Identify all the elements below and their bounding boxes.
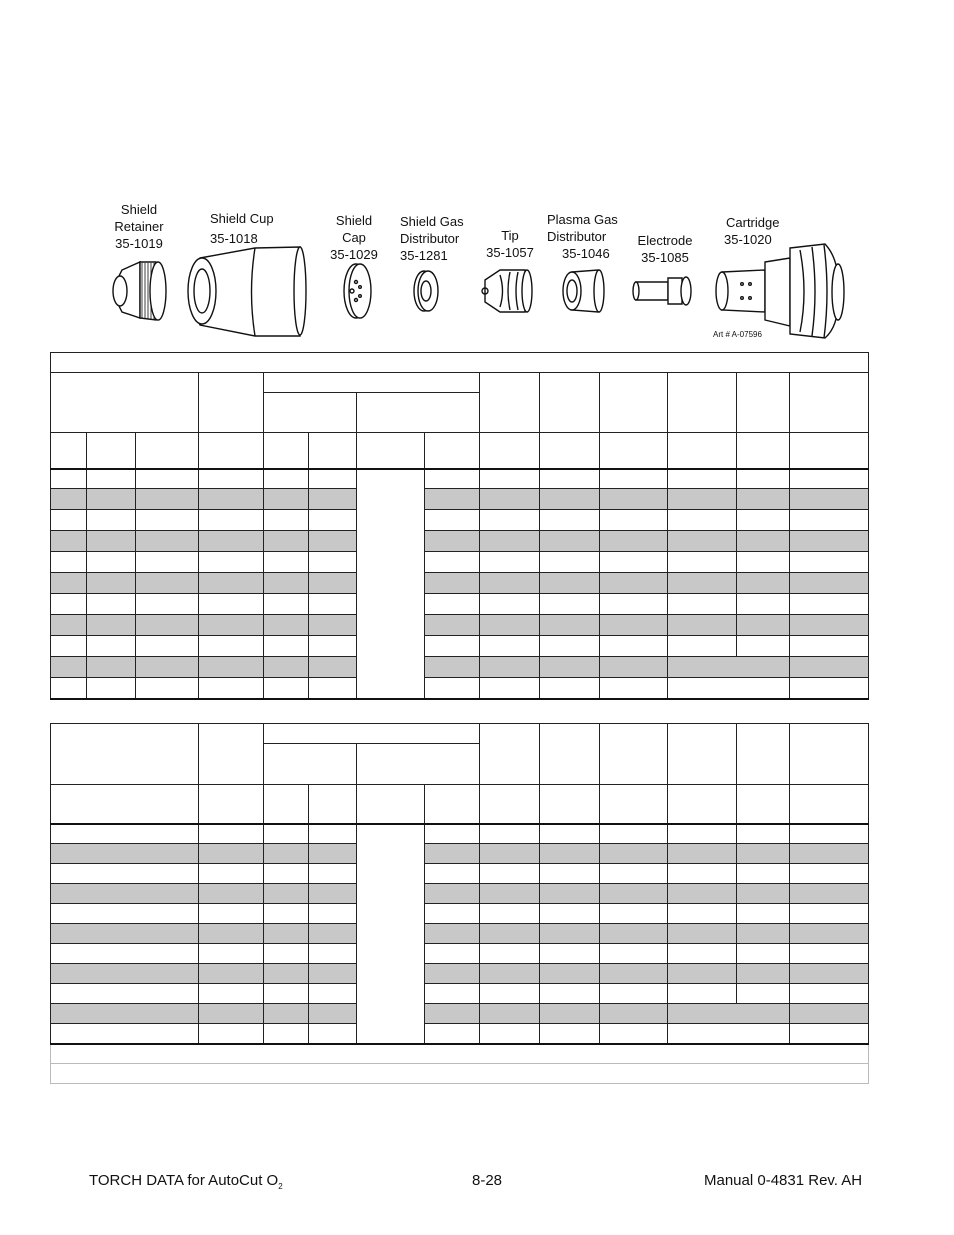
table-row bbox=[51, 864, 869, 884]
label-line: 35-1281 bbox=[400, 248, 448, 263]
footer-title: TORCH DATA for AutoCut O bbox=[89, 1172, 279, 1189]
table-header-row bbox=[51, 373, 869, 393]
cut-chart-table-2 bbox=[50, 723, 869, 1084]
table-header-row bbox=[51, 724, 869, 744]
cut-chart-table-1 bbox=[50, 352, 869, 700]
table-row bbox=[51, 469, 869, 489]
tip-drawing bbox=[482, 270, 532, 312]
table-row bbox=[51, 944, 869, 964]
table-row bbox=[51, 552, 869, 573]
label-line: Shield bbox=[120, 202, 158, 217]
page-number: 8-28 bbox=[472, 1172, 503, 1189]
table-row bbox=[51, 1004, 869, 1024]
shield-gas-distributor-drawing bbox=[414, 271, 438, 311]
cartridge-drawing bbox=[716, 244, 844, 338]
footer-subscript: 2 bbox=[278, 1182, 283, 1191]
label-line: 35-1018 bbox=[210, 231, 258, 246]
table-row bbox=[51, 657, 869, 678]
table-header-row bbox=[51, 433, 869, 469]
label-line: 35-1046 bbox=[562, 246, 610, 261]
label-line: Shield Gas bbox=[400, 214, 464, 229]
label-line: Retainer bbox=[114, 219, 164, 234]
table-row bbox=[51, 884, 869, 904]
plasma-gas-distributor-drawing bbox=[563, 270, 604, 312]
label-line: Cap bbox=[342, 230, 366, 245]
table-header-row bbox=[51, 785, 869, 824]
table-row bbox=[51, 636, 869, 657]
table-row bbox=[51, 964, 869, 984]
shield-retainer-drawing bbox=[113, 262, 166, 320]
label-line: Tip bbox=[501, 228, 519, 243]
electrode-drawing bbox=[633, 277, 691, 305]
table-title-row bbox=[51, 353, 869, 373]
label-line: 35-1085 bbox=[641, 250, 689, 265]
table-row bbox=[51, 904, 869, 924]
label-line: 35-1029 bbox=[330, 247, 378, 262]
table-row bbox=[51, 615, 869, 636]
table-row bbox=[51, 489, 869, 510]
shield-cap-drawing bbox=[344, 264, 371, 318]
art-number: Art # A-07596 bbox=[713, 330, 762, 339]
table-row bbox=[51, 573, 869, 594]
table-row bbox=[51, 1024, 869, 1044]
label-line: Distributor bbox=[547, 229, 607, 244]
shield-cup-drawing bbox=[188, 247, 306, 336]
footer-left bbox=[89, 1172, 283, 1191]
consumable-parts-illustration bbox=[0, 230, 954, 345]
manual-revision: Manual 0-4831 Rev. AH bbox=[704, 1172, 863, 1189]
table-row bbox=[51, 824, 869, 844]
table-row bbox=[51, 510, 869, 531]
table-note-row bbox=[51, 1044, 869, 1064]
label-line: Electrode bbox=[637, 233, 693, 248]
label-line: Cartridge bbox=[726, 215, 780, 230]
label-line: Shield bbox=[335, 213, 373, 228]
table-note-row bbox=[51, 1064, 869, 1084]
label-line: 35-1019 bbox=[115, 236, 163, 251]
label-line: Distributor bbox=[400, 231, 460, 246]
label-line: Plasma Gas bbox=[547, 212, 618, 227]
table-row bbox=[51, 984, 869, 1004]
table-row bbox=[51, 531, 869, 552]
table-row bbox=[51, 594, 869, 615]
table-row bbox=[51, 924, 869, 944]
table-row bbox=[51, 678, 869, 699]
label-line: 35-1057 bbox=[486, 245, 534, 260]
table-row bbox=[51, 844, 869, 864]
label-line: 35-1020 bbox=[724, 232, 772, 247]
label-line: Shield Cup bbox=[210, 211, 274, 226]
